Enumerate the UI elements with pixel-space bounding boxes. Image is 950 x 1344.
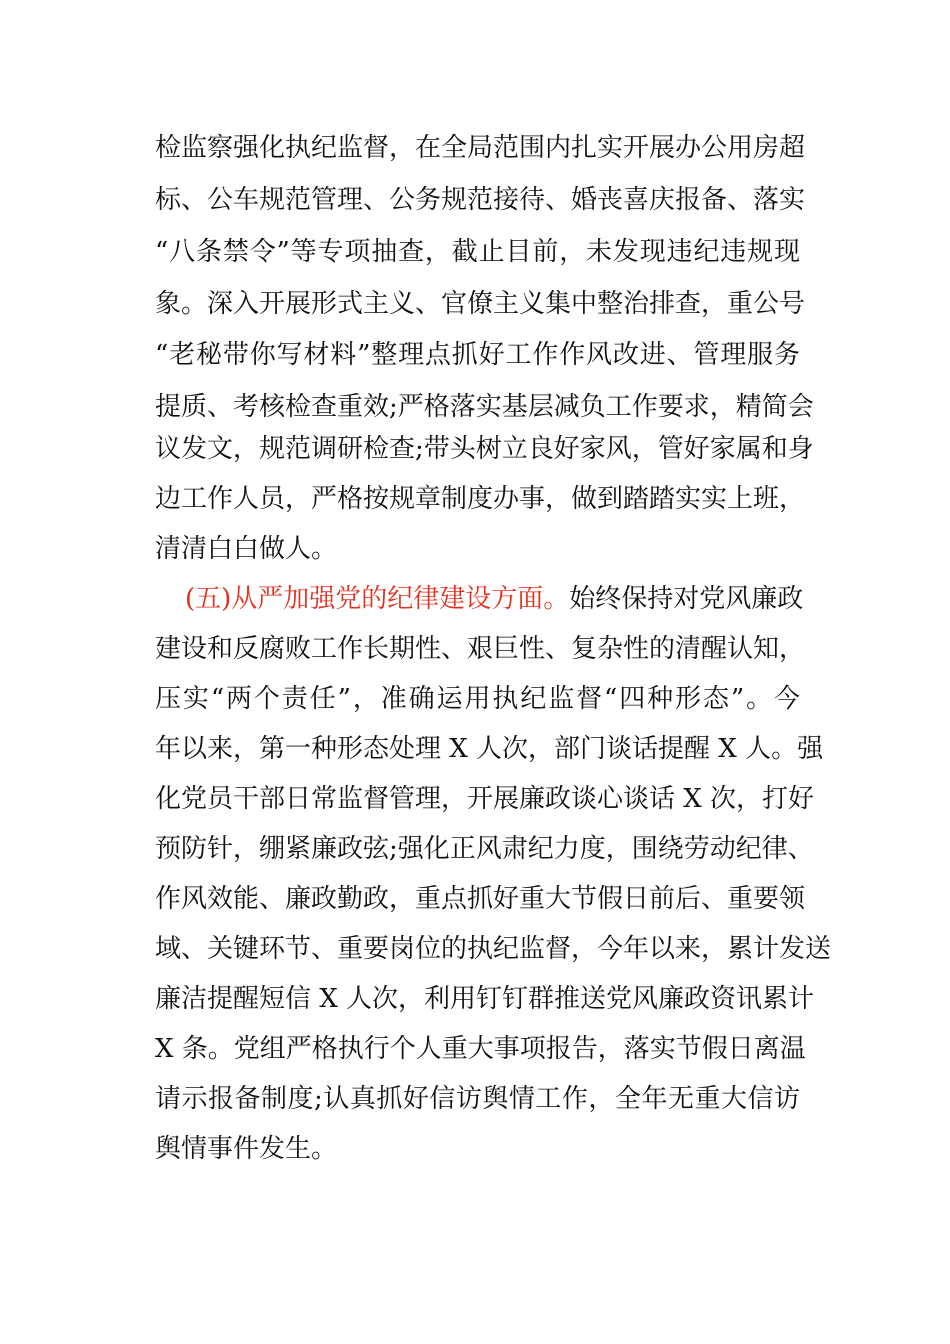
paragraph-line: 议发文，规范调研检查;带头树立良好家风，管好家属和身 (155, 434, 814, 464)
paragraph-line: 域、关键环节、重要岗位的执纪监督，今年以来，累计发送 (155, 934, 832, 964)
paragraph-line: 压实“两个责任”，准确运用执纪监督“四种形态”。今 (155, 684, 800, 714)
paragraph-line-rest: 始终保持对党风廉政 (569, 584, 804, 614)
section-heading: (五)从严加强党的纪律建设方面。 (185, 584, 570, 614)
paragraph-line: 检监察强化执纪监督，在全局范围内扎实开展办公用房超 (155, 133, 806, 163)
paragraph-line: 提质、考核检查重效;严格落实基层减负工作要求，精简会 (155, 392, 814, 422)
paragraph-line: 年以来，第一种形态处理 X 人次，部门谈话提醒 X 人。强 (155, 734, 824, 764)
paragraph-line: 建设和反腐败工作长期性、艰巨性、复杂性的清醒认知， (155, 634, 806, 664)
paragraph-line: X 条。党组严格执行个人重大事项报告，落实节假日离温 (155, 1034, 806, 1064)
paragraph-line: 标、公车规范管理、公务规范接待、婚丧喜庆报备、落实 (155, 185, 806, 215)
paragraph-line: 预防针，绷紧廉政弦;强化正风肃纪力度，围绕劳动纪律、 (155, 834, 814, 864)
paragraph-line: 舆情事件发生。 (155, 1134, 338, 1164)
paragraph-first-line (185, 583, 804, 615)
paragraph-line: 边工作人员，严格按规章制度办事，做到踏踏实实上班， (155, 484, 806, 514)
paragraph-line: 请示报备制度;认真抓好信访舆情工作，全年无重大信访 (155, 1084, 800, 1114)
paragraph-line: 廉洁提醒短信 X 人次，利用钉钉群推送党风廉政资讯累计 (155, 984, 815, 1014)
paragraph-line: 清清白白做人。 (155, 534, 338, 564)
paragraph-line: “老秘带你写材料”整理点抓好工作作风改进、管理服务 (155, 340, 800, 370)
paragraph-line: “八条禁令”等专项抽查，截止目前，未发现违纪违规现 (155, 237, 800, 267)
paragraph-line: 象。深入开展形式主义、官僚主义集中整治排查，重公号 (155, 289, 806, 319)
paragraph-line: 化党员干部日常监督管理，开展廉政谈心谈话 X 次，打好 (155, 784, 815, 814)
paragraph-line: 作风效能、廉政勤政，重点抓好重大节假日前后、重要领 (155, 884, 806, 914)
